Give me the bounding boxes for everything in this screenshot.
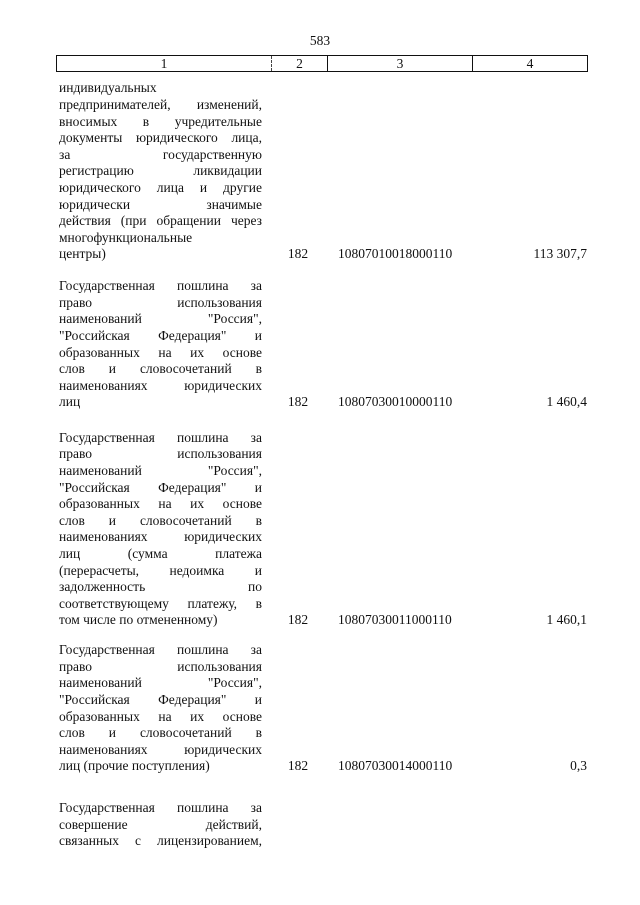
description-line: регистрацию ликвидации [59, 163, 262, 179]
description-line: образованных на их основе [59, 708, 262, 724]
description-line: документы юридического лица, [59, 130, 262, 146]
row-amount: 113 307,7 [533, 246, 587, 262]
description-line: действия (при обращении через [59, 213, 262, 229]
description-line: центры) [59, 246, 106, 262]
page-number: 583 [309, 33, 331, 48]
row-amount: 1 460,4 [546, 394, 587, 410]
description-line: образованных на их основе [59, 496, 262, 512]
row-code: 182 [287, 758, 309, 774]
row-code: 182 [287, 394, 309, 410]
description-line: предпринимателей, изменений, [59, 97, 262, 113]
description-line: наименований "Россия", [59, 675, 262, 691]
header-col-2: 2 [272, 56, 328, 71]
description-line: Государственная пошлина за [59, 429, 262, 445]
row-amount: 0,3 [570, 758, 587, 774]
description-line: право использования [59, 294, 262, 310]
description-line: (перерасчеты, недоимка и [59, 562, 262, 578]
description-line: "Российская Федерация" и [59, 692, 262, 708]
description-line: слов и словосочетаний в [59, 725, 262, 741]
description-line: задолженность по [59, 579, 262, 595]
row-description [59, 800, 262, 850]
description-line: лиц [59, 394, 81, 410]
header-col-3: 3 [328, 56, 473, 71]
description-line: Государственная пошлина за [59, 642, 262, 658]
description-line: "Российская Федерация" и [59, 328, 262, 344]
description-line: многофункциональные [59, 229, 193, 245]
row-kbk: 10807030010000110 [338, 394, 453, 410]
description-line: право использования [59, 658, 262, 674]
description-line: наименований "Россия", [59, 463, 262, 479]
row-kbk: 10807030014000110 [338, 758, 453, 774]
description-line: совершение действий, [59, 816, 262, 832]
description-line: вносимых в учредительные [59, 113, 262, 129]
row-code: 182 [287, 612, 309, 628]
row-kbk: 10807010018000110 [338, 246, 453, 262]
description-line: наименований "Россия", [59, 311, 262, 327]
description-line: связанных с лицензированием, [59, 833, 262, 849]
description-line: индивидуальных [59, 80, 157, 96]
description-line: "Российская Федерация" и [59, 479, 262, 495]
description-line: слов и словосочетаний в [59, 361, 262, 377]
row-code: 182 [287, 246, 309, 262]
description-line: за государственную [59, 146, 262, 162]
description-line: лиц (сумма платежа [59, 546, 262, 562]
description-line: Государственная пошлина за [59, 278, 262, 294]
description-line: юридически значимые [59, 196, 262, 212]
description-line: образованных на их основе [59, 344, 262, 360]
header-col-4: 4 [526, 56, 534, 71]
description-line: том числе по отмененному) [59, 612, 218, 628]
description-line: наименованиях юридических [59, 529, 262, 545]
header-col-1: 1 [57, 56, 272, 71]
description-line: наименованиях юридических [59, 741, 262, 757]
row-amount: 1 460,1 [546, 612, 587, 628]
description-line: слов и словосочетаний в [59, 512, 262, 528]
description-line: наименованиях юридических [59, 377, 262, 393]
description-line: право использования [59, 446, 262, 462]
description-line: соответствующему платежу, в [59, 595, 262, 611]
description-line: лиц (прочие поступления) [59, 758, 210, 774]
description-line: Государственная пошлина за [59, 800, 262, 816]
description-line: юридического лица и другие [59, 180, 262, 196]
row-kbk: 10807030011000110 [338, 612, 452, 628]
